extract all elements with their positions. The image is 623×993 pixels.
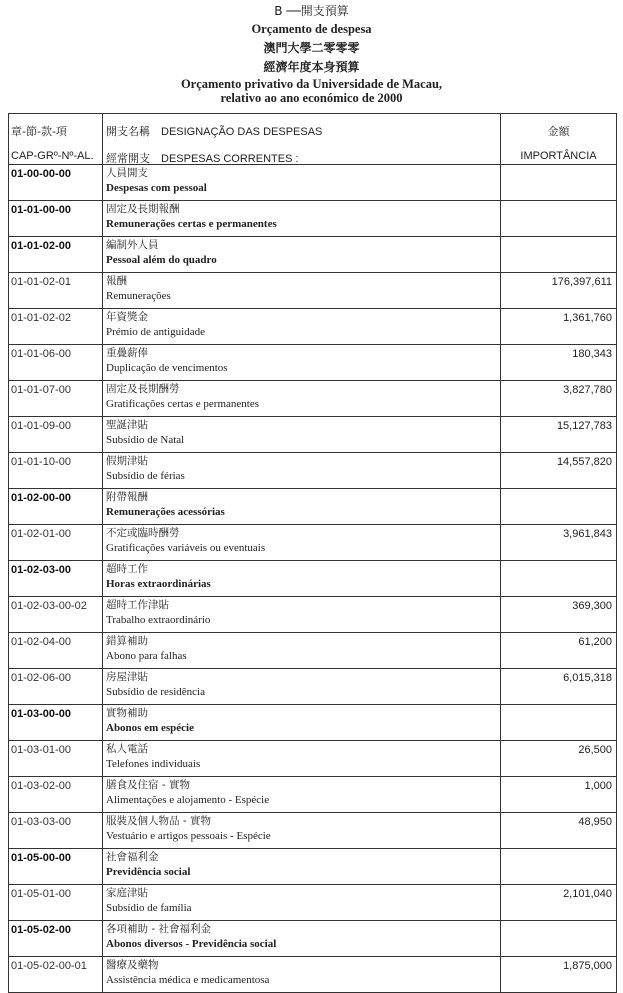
row-description-zh: 聖誕津貼: [106, 419, 148, 431]
row-code: 01-01-02-00: [9, 237, 103, 273]
row-code: 01-01-02-02: [9, 309, 103, 345]
row-description: [103, 273, 501, 309]
row-description: [103, 921, 501, 957]
row-description-zh: 房屋津貼: [106, 671, 148, 683]
row-code: 01-01-09-00: [9, 417, 103, 453]
row-amount: [501, 237, 617, 273]
row-amount: 3,827,780: [501, 381, 617, 417]
row-code: 01-02-03-00-02: [9, 597, 103, 633]
table-row: [9, 417, 617, 453]
row-description: [103, 561, 501, 597]
row-description: [103, 453, 501, 489]
row-amount: [501, 849, 617, 885]
budget-subtitle-zh: 經濟年度本身預算: [263, 60, 360, 74]
row-code: 01-02-04-00: [9, 633, 103, 669]
table-row: [9, 525, 617, 561]
row-description: [103, 633, 501, 669]
row-code: 01-05-02-00: [9, 921, 103, 957]
row-description: [103, 237, 501, 273]
code-header-pt: CAP-GRº-Nº-AL.: [11, 150, 94, 162]
row-amount: 1,000: [501, 777, 617, 813]
description-column-header: [103, 114, 501, 165]
amount-header-zh: 金額: [547, 125, 570, 138]
row-description: [103, 345, 501, 381]
row-code: 01-03-02-00: [9, 777, 103, 813]
table-row: [9, 597, 617, 633]
amount-column-header: [501, 114, 617, 165]
row-description-zh: 超時工作: [106, 563, 148, 575]
table-row: [9, 777, 617, 813]
amount-header-pt: IMPORTÂNCIA: [520, 150, 597, 162]
table-row: [9, 705, 617, 741]
row-code: 01-01-07-00: [9, 381, 103, 417]
row-description-zh: 實物補助: [106, 707, 148, 719]
table-row: [9, 381, 617, 417]
row-code: 01-05-00-00: [9, 849, 103, 885]
row-amount: 180,343: [501, 345, 617, 381]
row-amount: 14,557,820: [501, 453, 617, 489]
row-amount: [501, 921, 617, 957]
description-header-bottom: 經常開支 DESPESAS CORRENTES :: [106, 153, 299, 165]
row-description-zh: 家庭津貼: [106, 887, 148, 899]
row-description-pt: Remunerações: [106, 290, 171, 302]
row-code: 01-00-00-00: [9, 165, 103, 201]
row-description-pt: Subsídio de residência: [106, 686, 205, 698]
row-description-pt: Horas extraordinárias: [106, 578, 211, 590]
row-description-zh: 私人電話: [106, 743, 148, 755]
document-header: [0, 0, 623, 105]
row-description-pt: Subsídio de férias: [106, 470, 185, 482]
row-code: 01-02-00-00: [9, 489, 103, 525]
row-amount: 2,101,040: [501, 885, 617, 921]
row-description-pt: Assistência médica e medicamentosa: [106, 974, 270, 986]
row-code: 01-03-03-00: [9, 813, 103, 849]
row-description-pt: Vestuário e artigos pessoais - Espécie: [106, 830, 271, 842]
table-row: [9, 453, 617, 489]
row-description-pt: Abonos em espécie: [106, 722, 194, 734]
row-description-pt: Duplicação de vencimentos: [106, 362, 228, 374]
row-description-pt: Alimentações e alojamento - Espécie: [106, 794, 270, 806]
table-header-row: [9, 114, 617, 165]
row-description: [103, 309, 501, 345]
row-description-zh: 人員開支: [106, 167, 148, 179]
row-code: 01-03-01-00: [9, 741, 103, 777]
row-amount: 176,397,611: [501, 273, 617, 309]
table-row: [9, 273, 617, 309]
row-description-zh: 各項補助 - 社會福利金: [106, 923, 211, 935]
row-description: [103, 525, 501, 561]
row-code: 01-01-02-01: [9, 273, 103, 309]
table-row: [9, 921, 617, 957]
table-row: [9, 741, 617, 777]
table-row: [9, 345, 617, 381]
row-description-zh: 超時工作津貼: [106, 599, 169, 611]
row-description-pt: Remunerações certas e permanentes: [106, 218, 277, 230]
row-code: 01-02-03-00: [9, 561, 103, 597]
row-amount: 1,361,760: [501, 309, 617, 345]
table-row: [9, 309, 617, 345]
row-code: 01-02-01-00: [9, 525, 103, 561]
row-description: [103, 201, 501, 237]
table-row: [9, 885, 617, 921]
row-amount: [501, 705, 617, 741]
table-row: [9, 237, 617, 273]
row-code: 01-05-02-00-01: [9, 957, 103, 993]
row-description-pt: Gratificações variáveis ou eventuais: [106, 542, 266, 554]
row-description-zh: 報酬: [106, 275, 127, 287]
budget-subtitle-pt: Orçamento privativo da Universidade de Macau,: [180, 77, 443, 91]
row-description-pt: Gratificações certas e permanentes: [106, 398, 259, 410]
code-header-zh: 章-節-款-項: [11, 125, 67, 138]
row-description: [103, 669, 501, 705]
row-description: [103, 381, 501, 417]
row-amount: [501, 165, 617, 201]
table-row: [9, 957, 617, 993]
row-amount: [501, 489, 617, 525]
row-amount: 369,300: [501, 597, 617, 633]
budget-title-pt: Orçamento de despesa: [251, 22, 372, 36]
row-description-zh: 醫療及藥物: [106, 959, 159, 971]
row-description-zh: 服裝及個人物品 - 實物: [106, 815, 211, 827]
row-amount: 15,127,783: [501, 417, 617, 453]
row-amount: [501, 201, 617, 237]
row-amount: 3,961,843: [501, 525, 617, 561]
row-code: 01-03-00-00: [9, 705, 103, 741]
row-amount: 61,200: [501, 633, 617, 669]
budget-table: [8, 113, 617, 993]
table-row: [9, 201, 617, 237]
row-description: [103, 489, 501, 525]
table-row: [9, 849, 617, 885]
row-description-pt: Previdência social: [106, 866, 191, 878]
row-description: [103, 741, 501, 777]
row-description-pt: Pessoal além do quadro: [106, 254, 217, 266]
row-description-zh: 不定或臨時酬勞: [106, 527, 180, 539]
table-row: [9, 165, 617, 201]
row-code: 01-05-01-00: [9, 885, 103, 921]
row-description: [103, 849, 501, 885]
row-description-zh: 假期津貼: [106, 455, 148, 467]
code-column-header: [9, 114, 103, 165]
row-description-pt: Abono para falhas: [106, 650, 187, 662]
row-amount: 6,015,318: [501, 669, 617, 705]
row-description-pt: Abonos diversos - Previdência social: [106, 938, 277, 950]
row-description-zh: 附帶報酬: [106, 491, 148, 503]
description-header-top: 開支名稱 DESIGNAÇÃO DAS DESPESAS: [106, 126, 323, 138]
row-description: [103, 777, 501, 813]
row-description: [103, 813, 501, 849]
row-description: [103, 417, 501, 453]
row-description-zh: 社會福利金: [106, 851, 159, 863]
row-code: 01-01-10-00: [9, 453, 103, 489]
row-description-pt: Prémio de antiguidade: [106, 326, 205, 338]
row-description: [103, 597, 501, 633]
row-description: [103, 165, 501, 201]
row-description-zh: 固定及長期酬勞: [106, 383, 180, 395]
row-description-zh: 年資獎金: [106, 311, 148, 323]
row-description: [103, 885, 501, 921]
row-description-pt: Subsídio de família: [106, 902, 192, 914]
budget-year-pt: relativo ao ano económico de 2000: [220, 91, 403, 105]
university-year-zh: 澳門大學二零零零: [263, 41, 360, 55]
row-description-pt: Trabalho extraordinário: [106, 614, 211, 626]
row-code: 01-02-06-00: [9, 669, 103, 705]
table-row: [9, 489, 617, 525]
table-row: [9, 813, 617, 849]
row-amount: 48,950: [501, 813, 617, 849]
row-amount: 26,500: [501, 741, 617, 777]
row-description-zh: 錯算補助: [106, 635, 148, 647]
row-description: [103, 705, 501, 741]
row-description: [103, 957, 501, 993]
table-row: [9, 669, 617, 705]
row-code: 01-01-00-00: [9, 201, 103, 237]
row-description-pt: Remunerações acessórias: [106, 506, 225, 518]
row-description-zh: 重疊薪俸: [106, 347, 148, 359]
row-amount: 1,875,000: [501, 957, 617, 993]
row-description-pt: Subsídio de Natal: [106, 434, 185, 446]
table-row: [9, 633, 617, 669]
row-code: 01-01-06-00: [9, 345, 103, 381]
row-amount: [501, 561, 617, 597]
row-description-zh: 編制外人員: [106, 239, 159, 251]
row-description-zh: 固定及長期報酬: [106, 203, 180, 215]
row-description-pt: Telefones individuais: [106, 758, 201, 770]
section-title: B ──開支預算: [274, 4, 349, 18]
row-description-zh: 膳食及住宿 - 實物: [106, 779, 190, 791]
row-description-pt: Despesas com pessoal: [106, 182, 207, 194]
table-row: [9, 561, 617, 597]
